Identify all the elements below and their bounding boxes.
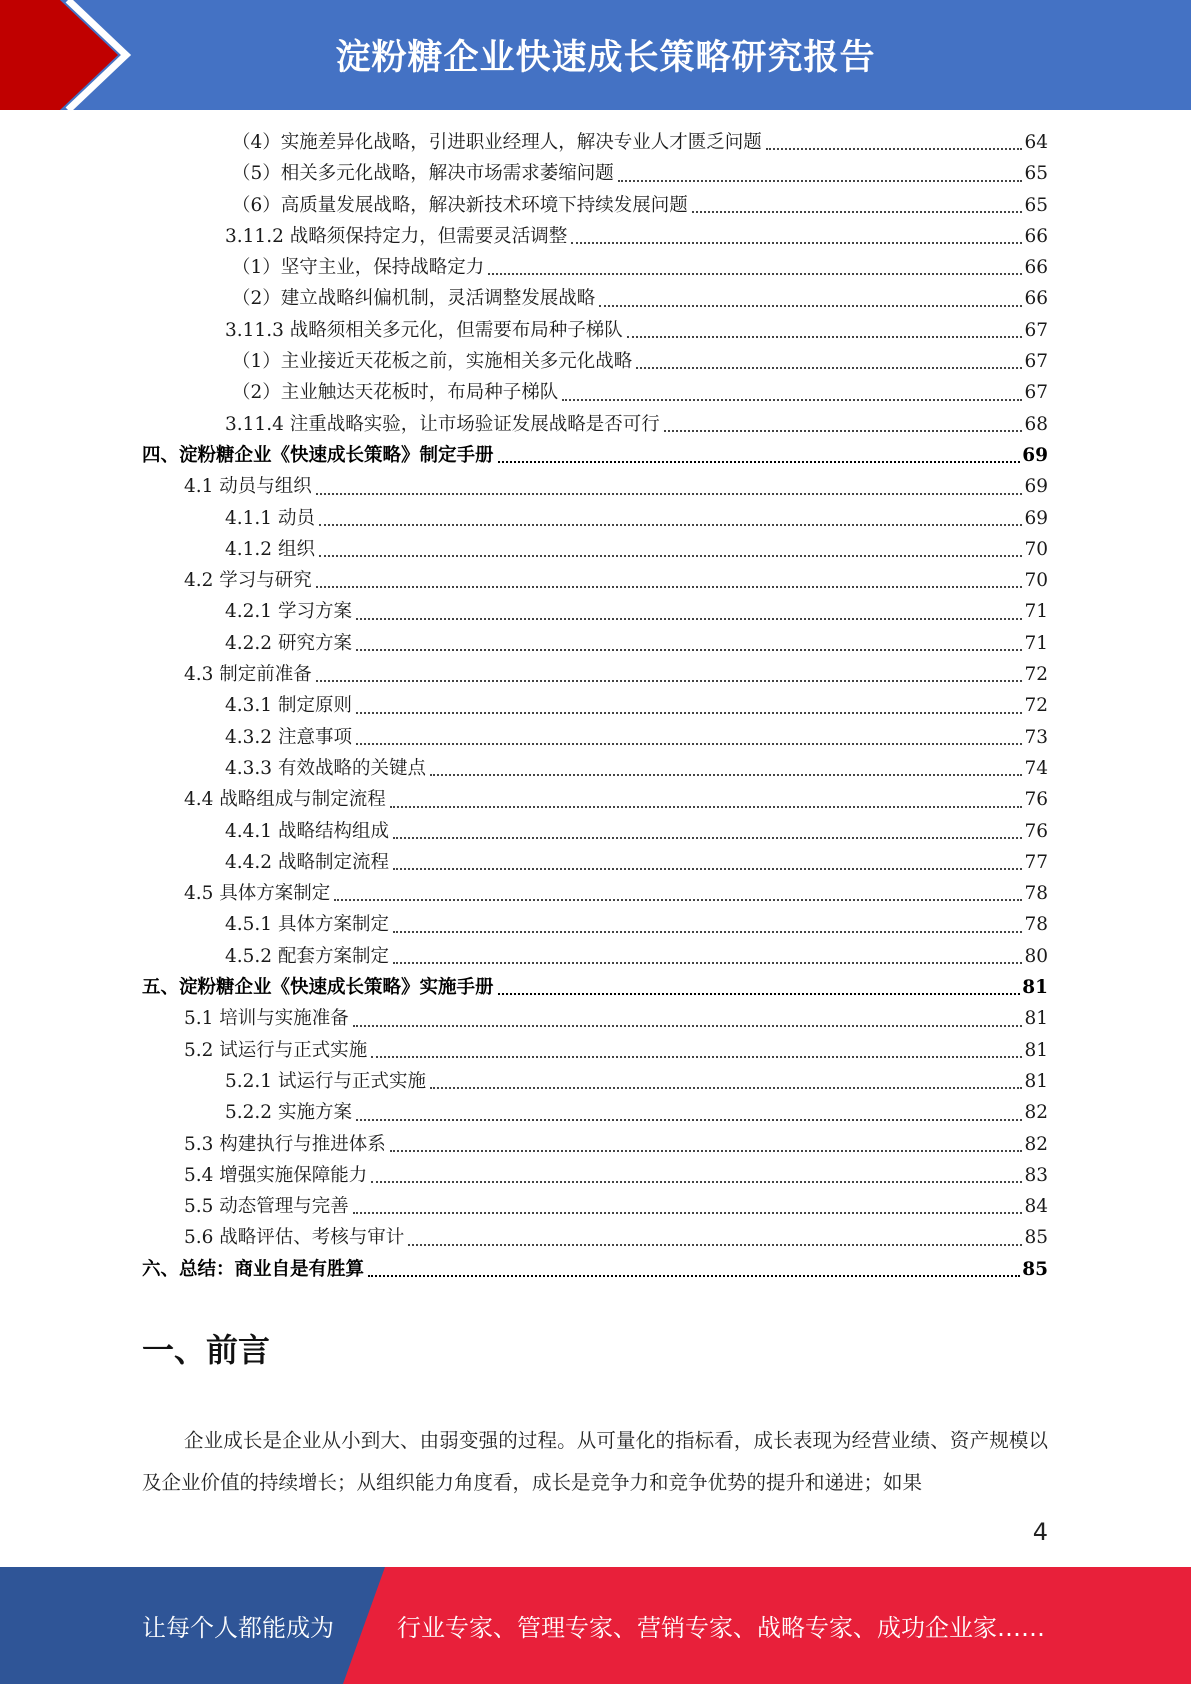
toc-leader-dots bbox=[356, 1119, 1023, 1121]
toc-entry-page: 66 bbox=[1024, 288, 1048, 310]
toc-entry[interactable] bbox=[142, 127, 1048, 158]
toc-leader-dots bbox=[371, 1181, 1022, 1183]
toc-entry[interactable] bbox=[142, 1097, 1048, 1128]
section-heading: 一、前言 bbox=[142, 1331, 271, 1369]
toc-entry-label: 4.3.1 制定原则 bbox=[225, 695, 352, 717]
toc-leader-dots bbox=[627, 336, 1023, 338]
toc-entry[interactable] bbox=[142, 596, 1048, 627]
toc-entry-page: 82 bbox=[1024, 1133, 1048, 1155]
toc-entry[interactable] bbox=[142, 503, 1048, 534]
toc-entry-page: 81 bbox=[1024, 1070, 1048, 1092]
toc-entry[interactable] bbox=[142, 784, 1048, 815]
toc-leader-dots bbox=[334, 899, 1022, 901]
toc-entry[interactable] bbox=[142, 1191, 1048, 1222]
toc-entry[interactable] bbox=[142, 722, 1048, 753]
toc-leader-dots bbox=[636, 367, 1022, 369]
toc-entry-page: 69 bbox=[1024, 476, 1048, 498]
toc-entry-page: 67 bbox=[1024, 382, 1048, 404]
toc-entry-label: （5）相关多元化战略，解决市场需求萎缩问题 bbox=[232, 163, 614, 185]
toc-entry-label: （2）建立战略纠偏机制，灵活调整发展战略 bbox=[232, 288, 596, 310]
toc-entry-label: 4.3.3 有效战略的关键点 bbox=[225, 757, 426, 779]
toc-entry-label: 四、淀粉糖企业《快速成长策略》制定手册 bbox=[142, 444, 494, 466]
toc-leader-dots bbox=[393, 868, 1022, 870]
toc-entry[interactable] bbox=[142, 659, 1048, 690]
toc-leader-dots bbox=[599, 305, 1022, 307]
toc-leader-dots bbox=[356, 618, 1023, 620]
toc-leader-dots bbox=[664, 430, 1023, 432]
toc-entry[interactable] bbox=[142, 1254, 1048, 1285]
toc-leader-dots bbox=[316, 493, 1023, 495]
toc-entry[interactable] bbox=[142, 440, 1048, 471]
toc-entry-label: 五、淀粉糖企业《快速成长策略》实施手册 bbox=[142, 977, 494, 999]
toc-entry-page: 66 bbox=[1024, 225, 1048, 247]
toc-entry-label: 5.5 动态管理与完善 bbox=[184, 1196, 349, 1218]
toc-entry-label: 4.2.2 研究方案 bbox=[225, 632, 352, 654]
toc-entry[interactable] bbox=[142, 1066, 1048, 1097]
toc-entry[interactable] bbox=[142, 1129, 1048, 1160]
toc-entry[interactable] bbox=[142, 471, 1048, 502]
toc-entry-page: 66 bbox=[1024, 257, 1048, 279]
toc-entry-label: 5.2.2 实施方案 bbox=[225, 1102, 352, 1124]
toc-leader-dots bbox=[571, 242, 1022, 244]
toc-entry-page: 65 bbox=[1024, 163, 1048, 185]
toc-entry-label: 4.5 具体方案制定 bbox=[184, 883, 331, 905]
toc-entry[interactable] bbox=[142, 878, 1048, 909]
toc-entry-label: 4.3 制定前准备 bbox=[184, 664, 312, 686]
toc-entry-page: 76 bbox=[1024, 789, 1048, 811]
toc-entry-page: 72 bbox=[1024, 664, 1048, 686]
toc-leader-dots bbox=[393, 962, 1022, 964]
toc-entry-label: （2）主业触达天花板时，布局种子梯队 bbox=[232, 382, 559, 404]
toc-entry-page: 71 bbox=[1024, 601, 1048, 623]
toc-entry-label: 4.4.2 战略制定流程 bbox=[225, 851, 389, 873]
toc-entry[interactable] bbox=[142, 1035, 1048, 1066]
toc-entry-page: 76 bbox=[1024, 820, 1048, 842]
toc-entry-page: 85 bbox=[1022, 1258, 1048, 1280]
toc-entry-label: （1）主业接近天花板之前，实施相关多元化战略 bbox=[232, 351, 633, 373]
toc-entry-page: 82 bbox=[1024, 1102, 1048, 1124]
page-footer bbox=[0, 1567, 1191, 1684]
toc-entry-page: 83 bbox=[1024, 1164, 1048, 1186]
toc-entry[interactable] bbox=[142, 565, 1048, 596]
toc-entry-page: 81 bbox=[1024, 1008, 1048, 1030]
toc-entry-page: 64 bbox=[1024, 132, 1048, 153]
toc-entry-label: 5.4 增强实施保障能力 bbox=[184, 1164, 368, 1186]
toc-entry-page: 81 bbox=[1022, 977, 1048, 999]
toc-entry-page: 74 bbox=[1024, 757, 1048, 779]
toc-entry[interactable] bbox=[142, 221, 1048, 252]
toc-leader-dots bbox=[353, 1212, 1023, 1214]
toc-entry[interactable] bbox=[142, 690, 1048, 721]
toc-entry-label: 4.1 动员与组织 bbox=[184, 476, 312, 498]
toc-entry-label: 5.6 战略评估、考核与审计 bbox=[184, 1227, 405, 1249]
toc-entry-page: 85 bbox=[1024, 1227, 1048, 1249]
toc-leader-dots bbox=[390, 1150, 1023, 1152]
body-paragraph: 企业成长是企业从小到大、由弱变强的过程。从可量化的指标看，成长表现为经营业绩、资产规模以及企业价值的持续增长；从组织能力角度看，成长是竞争力和竞争优势的提升和递进；如果 bbox=[142, 1429, 1048, 1494]
toc-entry[interactable] bbox=[142, 972, 1048, 1003]
toc-leader-dots bbox=[430, 1087, 1022, 1089]
toc-leader-dots bbox=[408, 1244, 1022, 1246]
toc-entry[interactable] bbox=[142, 315, 1048, 346]
toc-entry-label: （4）实施差异化战略，引进职业经理人，解决专业人才匮乏问题 bbox=[232, 132, 762, 153]
toc-entry[interactable] bbox=[142, 753, 1048, 784]
toc-entry[interactable] bbox=[142, 941, 1048, 972]
toc-entry-page: 77 bbox=[1024, 851, 1048, 873]
toc-entry-page: 73 bbox=[1024, 726, 1048, 748]
toc-leader-dots bbox=[498, 461, 1021, 463]
toc-entry[interactable] bbox=[142, 909, 1048, 940]
toc-leader-dots bbox=[692, 211, 1023, 213]
toc-leader-dots bbox=[356, 743, 1023, 745]
toc-entry[interactable] bbox=[142, 409, 1048, 440]
toc-entry[interactable] bbox=[142, 816, 1048, 847]
toc-entry-page: 78 bbox=[1024, 914, 1048, 936]
toc-leader-dots bbox=[356, 649, 1023, 651]
toc-entry-label: 3.11.3 战略须相关多元化，但需要布局种子梯队 bbox=[225, 319, 623, 341]
toc-entry-label: 4.4 战略组成与制定流程 bbox=[184, 789, 386, 811]
toc-entry[interactable] bbox=[142, 346, 1048, 377]
toc-entry[interactable] bbox=[142, 158, 1048, 189]
toc-entry[interactable] bbox=[142, 534, 1048, 565]
page-header bbox=[0, 0, 1191, 110]
toc-entry-label: 5.2.1 试运行与正式实施 bbox=[225, 1070, 426, 1092]
toc-entry-label: 4.2 学习与研究 bbox=[184, 570, 312, 592]
page-number: 4 bbox=[1032, 1518, 1048, 1546]
table-of-contents bbox=[142, 127, 1048, 1285]
toc-entry-page: 69 bbox=[1022, 444, 1048, 466]
toc-leader-dots bbox=[618, 180, 1023, 182]
toc-entry-label: 4.5.2 配套方案制定 bbox=[225, 945, 389, 967]
toc-entry-page: 70 bbox=[1024, 570, 1048, 592]
toc-leader-dots bbox=[319, 524, 1023, 526]
toc-entry-page: 70 bbox=[1024, 538, 1048, 560]
toc-leader-dots bbox=[393, 931, 1022, 933]
toc-entry-page: 72 bbox=[1024, 695, 1048, 717]
toc-entry[interactable] bbox=[142, 847, 1048, 878]
toc-entry-label: 六、总结：商业自是有胜算 bbox=[142, 1258, 365, 1280]
toc-leader-dots bbox=[498, 993, 1021, 995]
toc-entry-label: 4.1.1 动员 bbox=[225, 507, 315, 529]
toc-entry[interactable] bbox=[142, 628, 1048, 659]
toc-leader-dots bbox=[371, 1056, 1022, 1058]
toc-entry[interactable] bbox=[142, 283, 1048, 314]
toc-entry-label: （6）高质量发展战略，解决新技术环境下持续发展问题 bbox=[232, 194, 688, 216]
report-title: 淀粉糖企业快速成长策略研究报告 bbox=[335, 38, 876, 78]
toc-leader-dots bbox=[353, 1025, 1023, 1027]
toc-leader-dots bbox=[390, 806, 1023, 808]
toc-entry-page: 65 bbox=[1024, 194, 1048, 216]
toc-entry-page: 78 bbox=[1024, 883, 1048, 905]
toc-entry-label: 5.3 构建执行与推进体系 bbox=[184, 1133, 386, 1155]
toc-entry[interactable] bbox=[142, 1003, 1048, 1034]
toc-entry[interactable] bbox=[142, 1160, 1048, 1191]
toc-entry-page: 84 bbox=[1024, 1196, 1048, 1218]
toc-entry[interactable] bbox=[142, 1222, 1048, 1253]
toc-entry-page: 80 bbox=[1024, 945, 1048, 967]
toc-leader-dots bbox=[356, 712, 1023, 714]
toc-entry-label: 3.11.2 战略须保持定力，但需要灵活调整 bbox=[225, 225, 568, 247]
footer-slogan-right: 行业专家、管理专家、营销专家、战略专家、成功企业家…… bbox=[397, 1614, 1045, 1642]
toc-leader-dots bbox=[430, 774, 1022, 776]
toc-entry-label: 3.11.4 注重战略实验，让市场验证发展战略是否可行 bbox=[225, 413, 660, 435]
toc-leader-dots bbox=[766, 148, 1023, 150]
toc-entry-label: 4.2.1 学习方案 bbox=[225, 601, 352, 623]
toc-leader-dots bbox=[316, 586, 1023, 588]
toc-entry-label: 5.1 培训与实施准备 bbox=[184, 1008, 349, 1030]
footer-slogan-left: 让每个人都能成为 bbox=[142, 1614, 334, 1642]
toc-entry-label: （1）坚守主业，保持战略定力 bbox=[232, 257, 485, 279]
toc-leader-dots bbox=[488, 273, 1022, 275]
toc-entry[interactable] bbox=[142, 252, 1048, 283]
toc-entry-page: 68 bbox=[1024, 413, 1048, 435]
toc-entry-label: 4.5.1 具体方案制定 bbox=[225, 914, 389, 936]
toc-entry-page: 67 bbox=[1024, 351, 1048, 373]
toc-entry-label: 4.1.2 组织 bbox=[225, 538, 315, 560]
toc-entry-label: 5.2 试运行与正式实施 bbox=[184, 1039, 368, 1061]
toc-entry-label: 4.4.1 战略结构组成 bbox=[225, 820, 389, 842]
toc-leader-dots bbox=[319, 555, 1023, 557]
toc-leader-dots bbox=[368, 1275, 1020, 1277]
toc-entry-page: 71 bbox=[1024, 632, 1048, 654]
toc-entry-page: 67 bbox=[1024, 319, 1048, 341]
toc-entry-page: 69 bbox=[1024, 507, 1048, 529]
toc-leader-dots bbox=[316, 680, 1023, 682]
toc-entry[interactable] bbox=[142, 190, 1048, 221]
toc-entry-page: 81 bbox=[1024, 1039, 1048, 1061]
toc-leader-dots bbox=[393, 837, 1022, 839]
toc-entry[interactable] bbox=[142, 377, 1048, 408]
toc-leader-dots bbox=[562, 399, 1022, 401]
toc-entry-label: 4.3.2 注意事项 bbox=[225, 726, 352, 748]
